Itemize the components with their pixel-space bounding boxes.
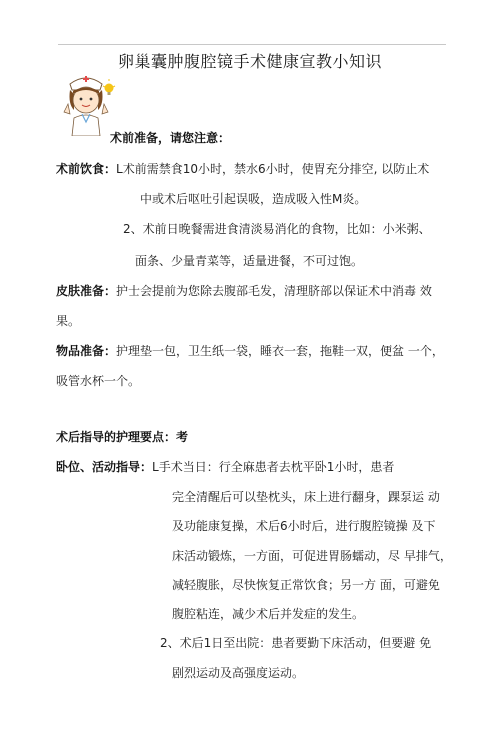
position-line-5: 减轻腹胀，尽快恢复正常饮食；另一方 面，可避免 bbox=[172, 578, 440, 592]
position-line-1 bbox=[56, 460, 394, 474]
skin-line-1 bbox=[56, 284, 432, 298]
position-line-7: 2、术后1日至出院：患者要勤下床活动，但要避 免 bbox=[160, 636, 432, 650]
skin-label: 皮肤准备： bbox=[56, 284, 117, 298]
diet-line-4: 面条、少量青菜等，适量进餐，不可过饱。 bbox=[135, 254, 364, 268]
items-label: 物品准备： bbox=[56, 344, 117, 358]
position-label: 卧位、活动指导： bbox=[56, 460, 153, 474]
items-text-1: 护理垫一包，卫生纸一袋，睡衣一套，拖鞋一双，便盆 一个， bbox=[116, 344, 444, 358]
diet-line-3: 2、术前日晚餐需进食清淡易消化的食物，比如：小米粥、 bbox=[123, 222, 431, 236]
header-rule bbox=[58, 44, 446, 45]
skin-text-1: 护士会提前为您除去腹部毛发，清理脐部以保证术中消毒 效 bbox=[116, 284, 432, 298]
pre-op-heading: 术前准备，请您注意： bbox=[110, 131, 231, 145]
document-title: 卵巢囊肿腹腔镜手术健康宣教小知识 bbox=[117, 52, 382, 71]
position-line-3: 及功能康复操，术后6小时后，进行腹腔镜操 及下 bbox=[172, 519, 436, 533]
items-line-2: 吸管水杯一个。 bbox=[56, 374, 141, 388]
position-line-4: 床活动锻炼，一方面，可促进胃肠蠕动，尽 早排气， bbox=[172, 549, 452, 563]
position-text-1: L手术当日：行全麻患者去枕平卧1小时，患者 bbox=[152, 460, 395, 474]
skin-line-2: 果。 bbox=[56, 314, 81, 328]
diet-text-1: L术前需禁食10小时，禁水6小时，使胃充分排空, 以防止术 bbox=[116, 162, 430, 176]
position-line-2: 完全清醒后可以垫枕头，床上进行翻身，踝泵运 动 bbox=[172, 490, 440, 504]
diet-label: 术前饮食： bbox=[56, 162, 117, 176]
post-op-heading: 术后指导的护理要点：考 bbox=[56, 430, 189, 444]
diet-line-1 bbox=[56, 162, 429, 176]
items-line-1 bbox=[56, 344, 444, 358]
position-line-6: 腹腔粘连，减少术后并发症的发生。 bbox=[172, 607, 365, 621]
position-line-8: 剧烈运动及高强度运动。 bbox=[172, 666, 305, 680]
diet-line-2: 中或术后呕吐引起误吸，造成吸入性M炎。 bbox=[140, 192, 367, 206]
nurse-illustration-icon bbox=[56, 70, 116, 136]
